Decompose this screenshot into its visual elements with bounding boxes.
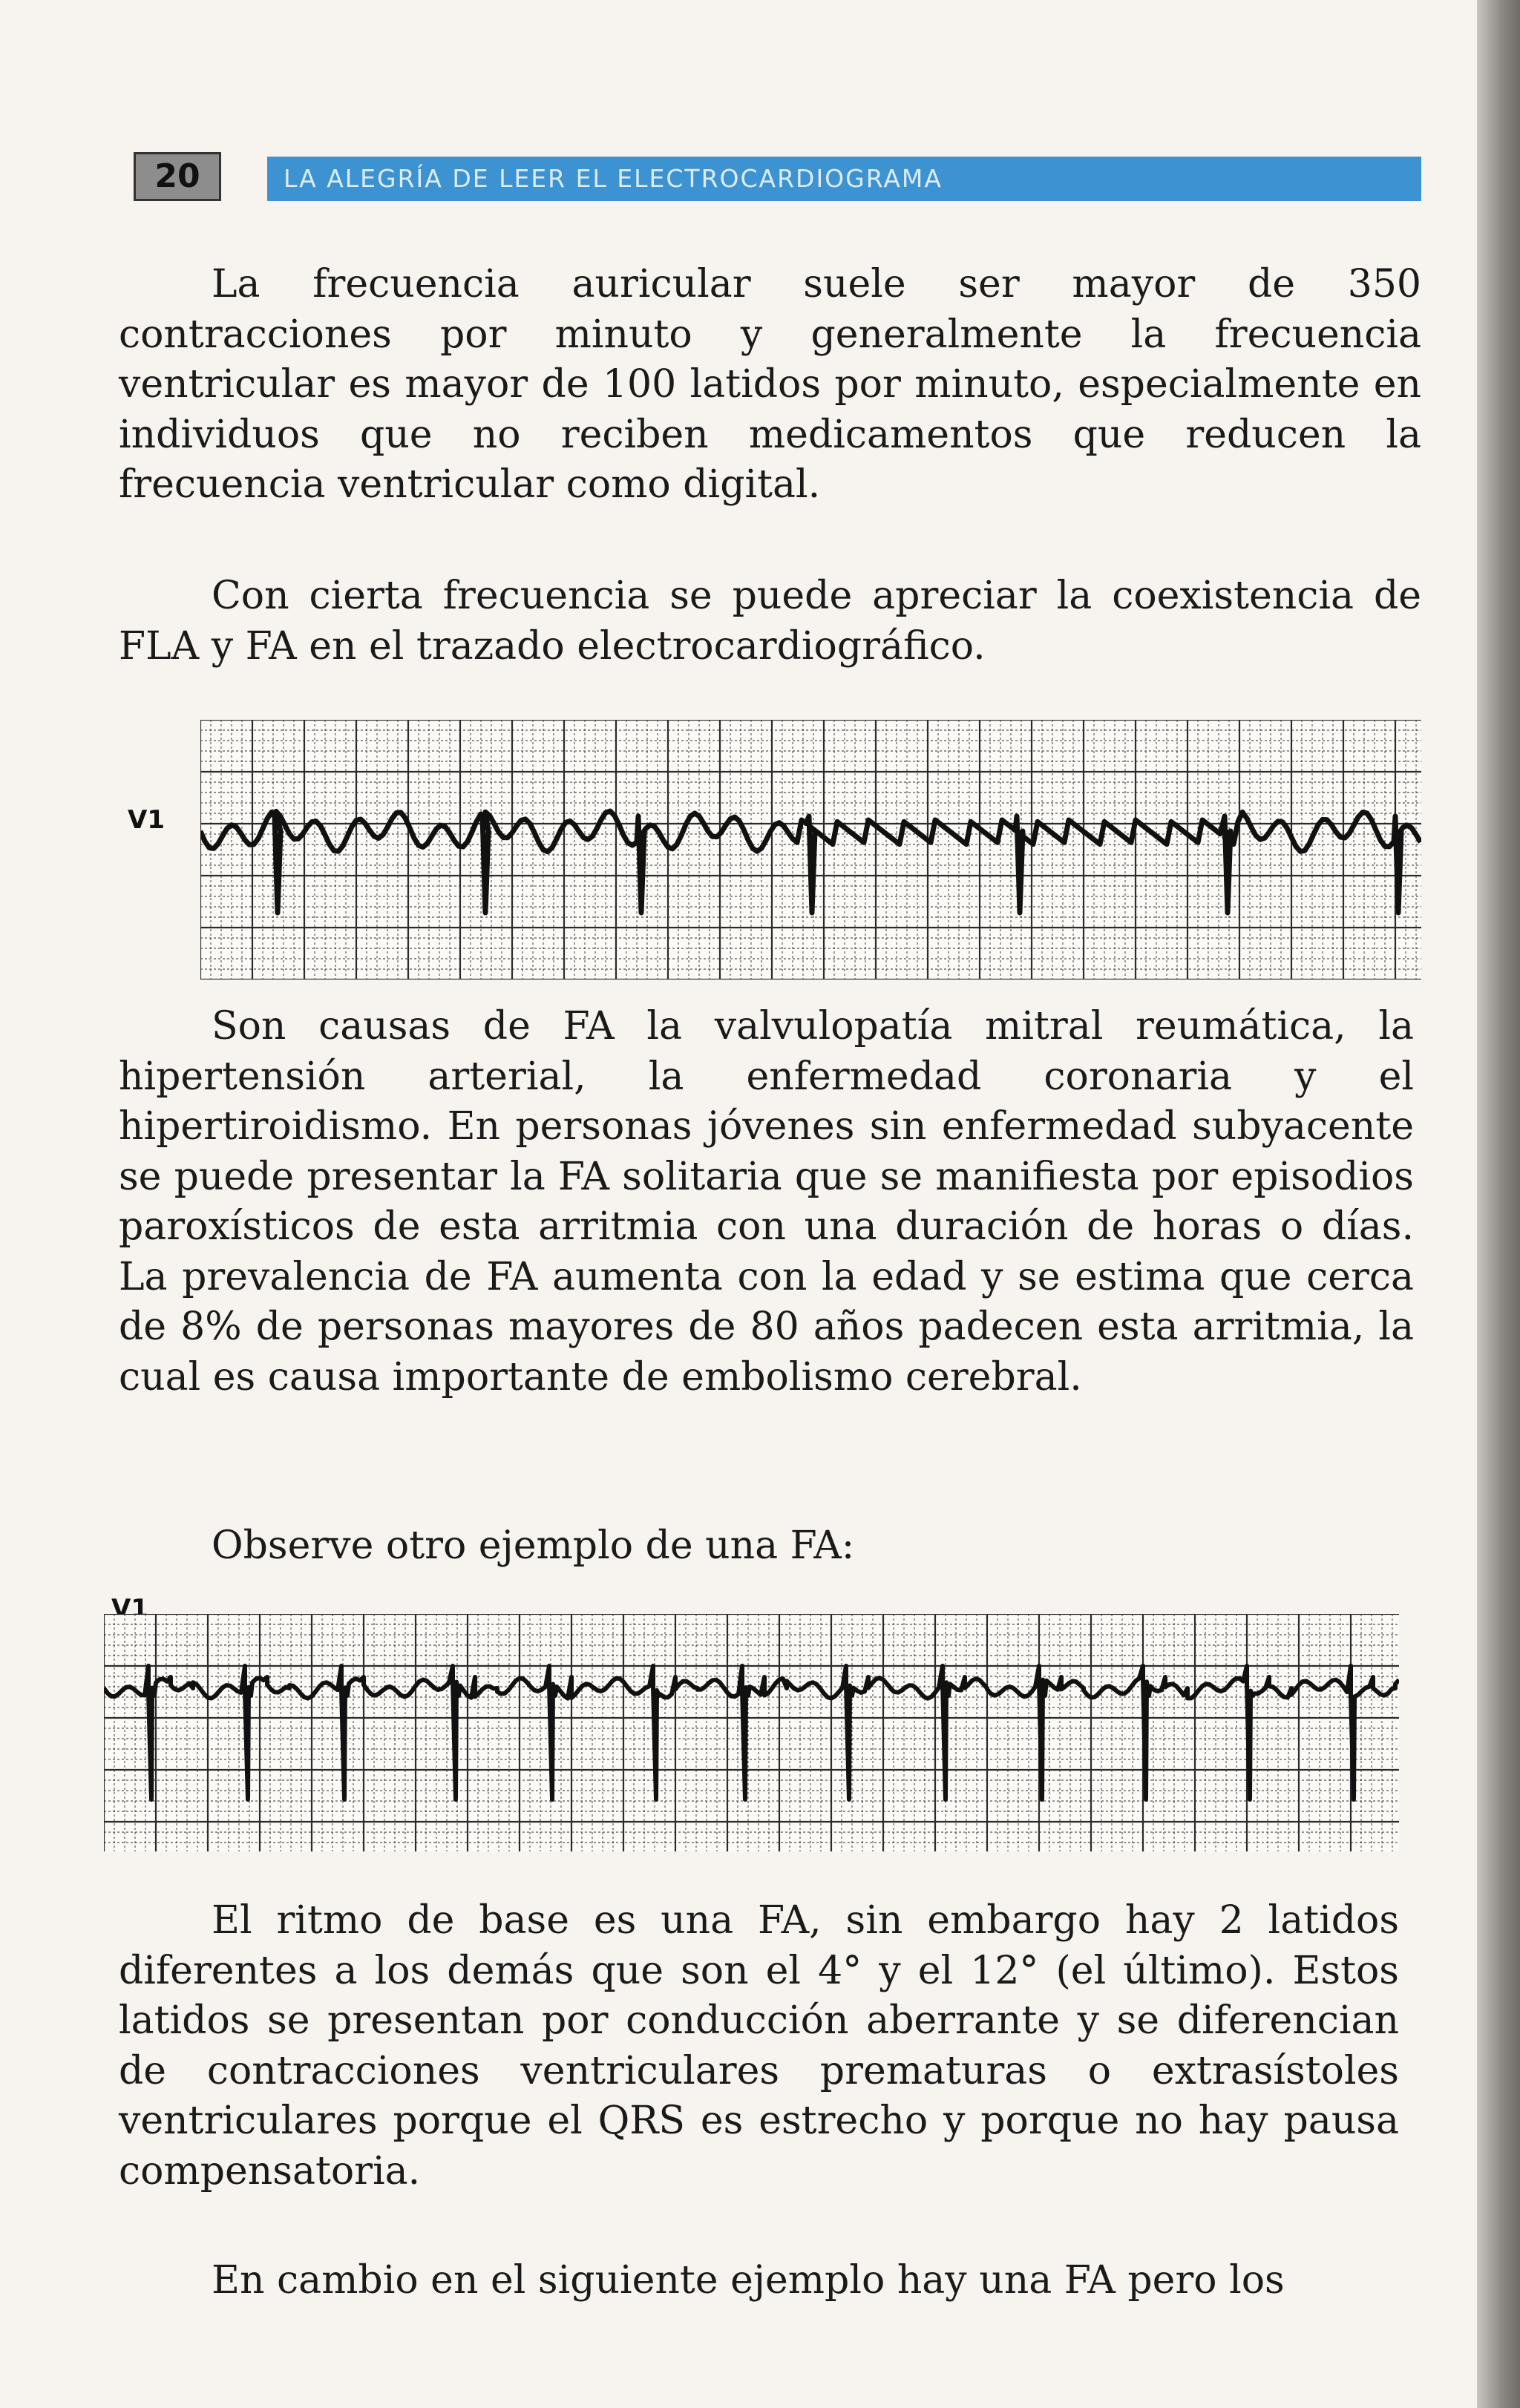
paragraph-5: El ritmo de base es una FA, sin embargo hay 2 latidos diferentes a los demás que son el 4° y el 12° (el último). Estos latidos se presentan por conducción aberrante y se diferencian de contracciones ventriculares prematuras o extrasístoles ventriculares porque el QRS es estrecho y porque no hay pausa compensatoria. <box>119 1898 1399 2194</box>
ecg-strip-2-trace <box>104 1666 1399 1800</box>
paragraph-6: En cambio en el siguiente ejemplo hay una FA pero los <box>212 2258 1285 2303</box>
page-number: 20 <box>134 152 221 201</box>
paragraph-3: Son causas de FA la valvulopatía mitral reumática, la hipertensión arterial, la enfermedad coronaria y el hipertiroidismo. En personas jóvenes sin enfermedad subyacente se puede presentar la FA solitaria que se manifiesta por episodios paroxísticos de esta arritmia con una duración de horas o días. La prevalencia de FA aumenta con la edad y se estima que cerca de 8% de personas mayores de 80 años padecen esta arritmia, la cual es causa importante de embolismo cerebral. <box>119 1004 1414 1400</box>
running-title: LA ALEGRÍA DE LEER EL ELECTROCARDIOGRAMA <box>267 157 1421 201</box>
page-edge-shadow <box>1477 0 1520 2408</box>
ecg-strip-1-trace <box>200 811 1421 913</box>
running-header <box>134 152 1421 201</box>
ecg-strip-2-grid <box>104 1614 1399 1851</box>
ecg-strip-1-lead-label: V1 <box>128 805 165 835</box>
ecg-strip-2 <box>104 1614 1399 1851</box>
paragraph-1: La frecuencia auricular suele ser mayor de 350 contracciones por minuto y generalmente la frecuencia ventricular es mayor de 100 latidos por minuto, especialmente en individuos que no reciben medicamentos que reducen la frecuencia ventricular como digital. <box>119 262 1421 507</box>
ecg-strip-1 <box>200 720 1421 980</box>
paragraph-2: Con cierta frecuencia se puede apreciar la coexistencia de FLA y FA en el trazado electrocardiográfico. <box>119 574 1421 669</box>
paragraph-4: Observe otro ejemplo de una FA: <box>212 1523 855 1568</box>
ecg-strip-2-lead-label: V1 <box>111 1594 148 1624</box>
